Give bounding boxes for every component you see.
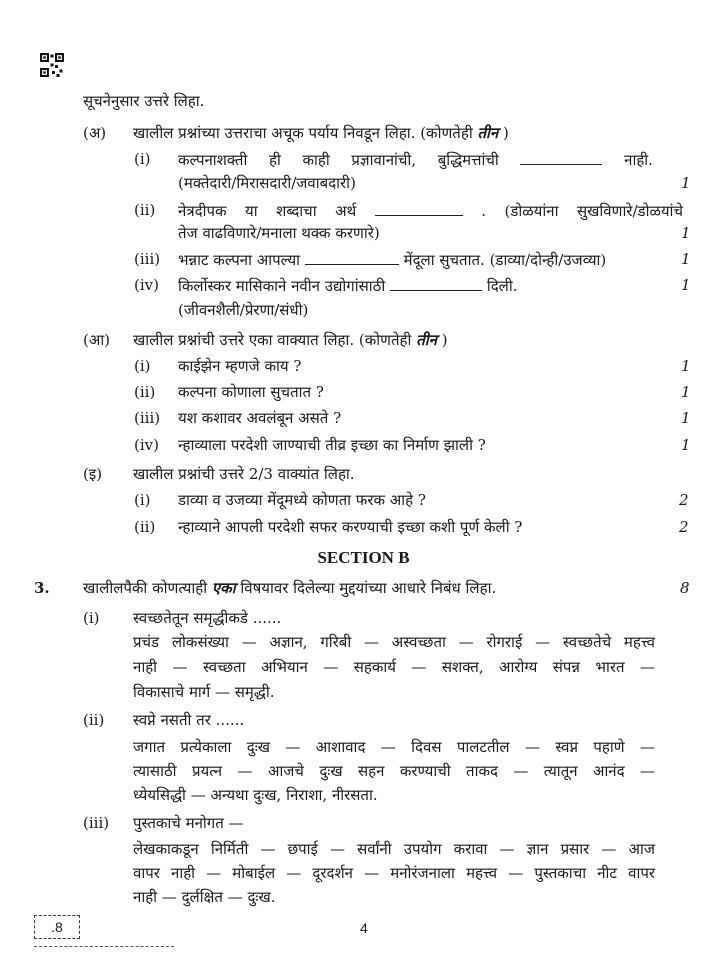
topic-number: (ii) — [83, 711, 105, 729]
section-i-heading: खालील प्रश्नांची उत्तरे 2/3 वाक्यांत लिहा. — [133, 465, 355, 483]
question-text: न्हाव्याला परदेशी जाण्याची तीव्र इच्छा का निर्माण झाली ? — [178, 436, 486, 454]
page-number: 4 — [360, 920, 368, 936]
topic-points: लेखकाकडून निर्मिती — छपाई — सर्वांनी उपयोग करावा — ज्ञान प्रसार — आज — [133, 840, 655, 858]
question-text: डाव्या व उजव्या मेंदूमध्ये कोणता फरक आहे ? — [178, 491, 426, 509]
question-text: कल्पनाशक्ती ही काही प्रज्ञावानांची, बुद्धिमत्तांची नाही. — [178, 151, 653, 169]
section-title: SECTION B — [317, 548, 410, 567]
marks: 1 — [681, 383, 691, 401]
marks: 2 — [679, 518, 689, 536]
marks: 8 — [680, 579, 690, 597]
question-text: भन्नाट कल्पना आपल्या मेंदूला सुचतात. (डाव्या/दोन्ही/उजव्या) — [178, 251, 607, 269]
question-number: (iv) — [134, 276, 159, 294]
question-options: (मक्तेदारी/मिरासदारी/जवाबदारी) — [178, 174, 356, 192]
topic-points: नाही — दुर्लक्षित — दुःख. — [133, 888, 276, 906]
paper-code-box: .8 — [34, 915, 80, 939]
topic-points: जगात प्रत्येकाला दुःख — आशावाद — दिवस पालटतील — स्वप्न पहाणे — — [133, 738, 655, 756]
section-aa-label: (आ) — [83, 331, 111, 349]
topic-title: स्वच्छतेतून समृद्धीकडे ...... — [133, 609, 282, 627]
topic-number: (i) — [83, 609, 100, 627]
question-number: (iii) — [134, 409, 161, 427]
topic-points: वापर नाही — मोबाईल — दूरदर्शन — मनोरंजनाला महत्त्व — पुस्तकाचा नीट वापर — [133, 864, 655, 882]
footer-divider — [34, 946, 174, 947]
topic-points: ध्येयसिद्धी — अन्यथा दुःख, निराशा, नीरसता. — [133, 786, 378, 804]
question-number: (i) — [134, 491, 151, 509]
topic-title: स्वप्ने नसती तर ...... — [133, 711, 245, 729]
question-number: (iv) — [134, 436, 159, 454]
question-number: (ii) — [134, 383, 156, 401]
instruction: सूचनेनुसार उत्तरे लिहा. — [83, 92, 205, 110]
question-number: (i) — [134, 357, 151, 375]
topic-points: त्यासाठी प्रयत्न — आजचे दुःख सहन करण्याची ताकद — त्यातून आनंद — — [133, 762, 655, 780]
question-number: (iii) — [134, 250, 161, 268]
topic-points: विकासाचे मार्ग — समृद्धी. — [133, 683, 275, 701]
marks: 1 — [681, 436, 691, 454]
question-text: नेत्रदीपक या शब्दाचा अर्थ . (डोळयांना सुखविणारे/डोळयांचे — [178, 202, 683, 220]
answer-blank — [520, 150, 602, 165]
marks: 1 — [681, 224, 691, 242]
answer-blank — [375, 201, 463, 216]
question-text: यश कशावर अवलंबून असते ? — [178, 409, 342, 427]
section-aa-heading: खालील प्रश्नांची उत्तरे एका वाक्यात लिहा. (कोणतेही तीन ) — [133, 331, 448, 349]
question-text: काईझेन म्हणजे काय ? — [178, 357, 302, 375]
topic-points: प्रचंड लोकसंख्या — अज्ञान, गरिबी — अस्वच्छता — रोगराई — स्वच्छतेचे महत्त्व — [133, 633, 655, 651]
question-number: (ii) — [134, 518, 156, 536]
answer-blank — [390, 276, 482, 291]
marks: 1 — [681, 276, 691, 294]
section-i-label: (इ) — [83, 465, 103, 483]
marks: 2 — [679, 491, 689, 509]
topic-points: नाही — स्वच्छता अभियान — सहकार्य — सशक्त, आरोग्य संपन्न भारत — — [133, 658, 655, 676]
section-a-heading: खालील प्रश्नांच्या उत्तराचा अचूक पर्याय निवडून लिहा. (कोणतेही तीन ) — [133, 124, 509, 142]
question-text: खालीलपैकी कोणत्याही एका विषयावर दिलेल्या मुद्दयांच्या आधारे निबंध लिहा. — [83, 579, 497, 597]
topic-number: (iii) — [83, 814, 110, 832]
question-options: तेज वाढविणारे/मनाला थक्क करणारे) — [178, 224, 380, 242]
question-text: किर्लोस्कर मासिकाने नवीन उद्योगांसाठी दिली. — [178, 277, 518, 295]
question-number: (i) — [134, 150, 151, 168]
section-a-label: (अ) — [83, 124, 107, 142]
question-options: (जीवनशैली/प्रेरणा/संधी) — [178, 301, 309, 319]
marks: 1 — [681, 174, 691, 192]
question-number: (ii) — [134, 201, 156, 219]
answer-blank — [305, 250, 399, 265]
marks: 1 — [681, 250, 691, 268]
marks: 1 — [681, 409, 691, 427]
qr-code-icon — [40, 53, 64, 77]
question-text: न्हाव्याने आपली परदेशी सफर करण्याची इच्छा कशी पूर्ण केली ? — [178, 518, 523, 536]
question-text: कल्पना कोणाला सुचतात ? — [178, 383, 324, 401]
question-number: 3. — [34, 579, 50, 597]
topic-title: पुस्तकाचे मनोगत — — [133, 814, 244, 832]
marks: 1 — [681, 357, 691, 375]
